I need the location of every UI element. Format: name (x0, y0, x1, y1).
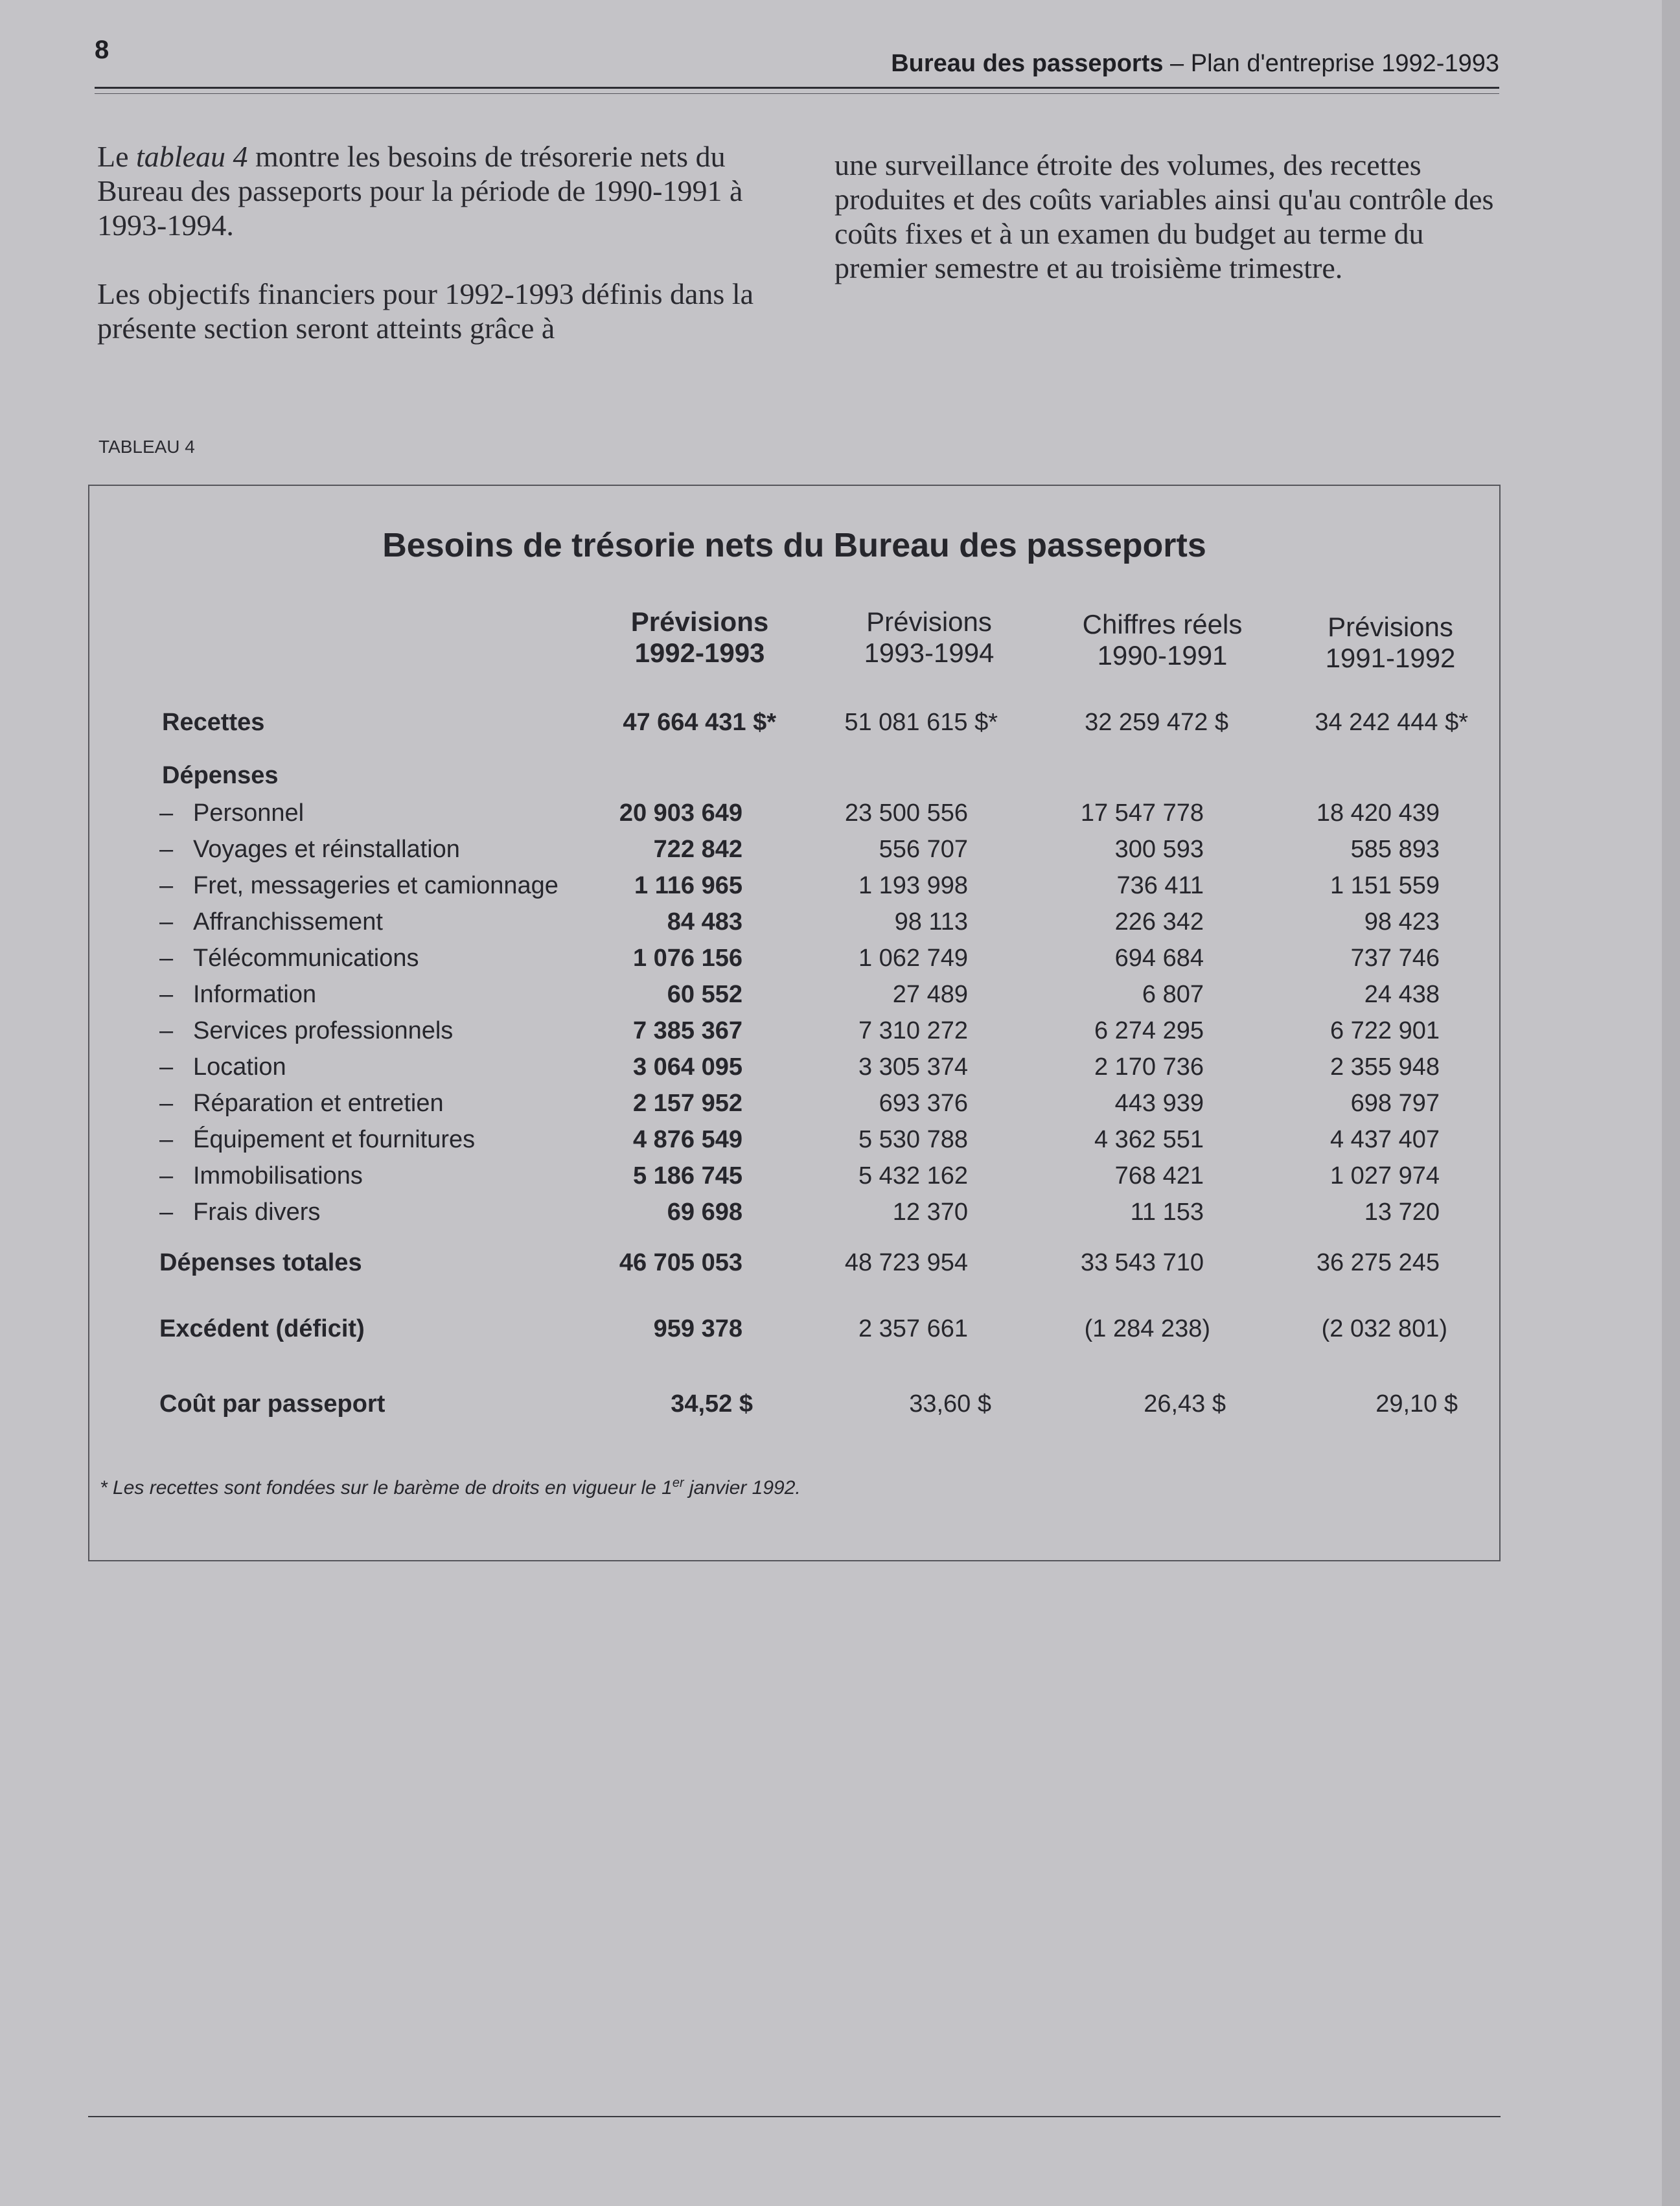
row-label: Coût par passeport (159, 1390, 385, 1418)
row-label-text: Location (193, 1053, 286, 1081)
cell: 6 807 (1142, 981, 1204, 1008)
column-header-1-line2: 1992-1993 (634, 638, 765, 668)
row-label (159, 1160, 363, 1192)
cell: 24 438 (1364, 981, 1440, 1008)
cell: 1 151 559 (1329, 872, 1440, 899)
row-dash: – (159, 836, 174, 863)
row-label (159, 1087, 444, 1120)
cell: 722 842 (653, 836, 742, 863)
table-row (89, 942, 1499, 974)
cell: 11 153 (1130, 1199, 1204, 1226)
table-row (89, 1051, 1499, 1083)
table-box (88, 485, 1501, 1561)
row-label-text: Équipement et fournitures (193, 1126, 476, 1153)
cell: 60 552 (667, 981, 742, 1008)
column-header-2-line2: 1993-1994 (864, 638, 995, 668)
cell: 768 421 (1114, 1162, 1204, 1189)
cell: 48 723 954 (844, 1249, 968, 1276)
cell: 17 547 778 (1080, 799, 1204, 827)
row-label (159, 869, 558, 902)
row-label (159, 797, 304, 829)
cell: 23 500 556 (844, 799, 968, 827)
cell: 226 342 (1114, 908, 1204, 936)
bottom-rule (88, 2116, 1501, 2117)
table-row (89, 1123, 1499, 1156)
paragraph-1-table-ref: tableau 4 (136, 140, 248, 173)
cell: 5 530 788 (858, 1126, 968, 1153)
row-label: Dépenses (162, 762, 279, 789)
table-label: TABLEAU 4 (98, 437, 195, 457)
row-label-text: Frais divers (193, 1199, 321, 1226)
table-row (89, 1015, 1499, 1047)
running-head-subtitle: – Plan d'entreprise 1992-1993 (1163, 50, 1499, 77)
cell: 27 489 (892, 981, 968, 1008)
row-label (159, 1051, 286, 1083)
cell: 29,10 $ (1375, 1390, 1458, 1418)
row-label (159, 1123, 475, 1156)
cell: 46 705 053 (619, 1249, 742, 1276)
cell: 34 242 444 $* (1315, 709, 1468, 736)
table-row (89, 1160, 1499, 1192)
column-header-3-line1: Chiffres réels (1082, 609, 1243, 639)
row-dash: – (159, 872, 174, 899)
row-label-text: Services professionnels (193, 1017, 454, 1044)
column-header-2-line1: Prévisions (866, 606, 992, 637)
column-header-3 (1039, 609, 1285, 671)
cell: 693 376 (879, 1090, 968, 1117)
cell: 84 483 (667, 908, 742, 936)
paragraph-3: une surveillance étroite des volumes, des recettes produites et des coûts variables ainsi qu'au contrôle des coûts fixes et à un examen du budget au terme du premier semestre et au troisième trimestre. (834, 148, 1494, 284)
column-header-3-line2: 1990-1991 (1097, 640, 1228, 671)
row-label: Dépenses totales (159, 1249, 362, 1276)
row-label-text: Information (193, 981, 317, 1008)
cell: 443 939 (1114, 1090, 1204, 1117)
cell: 959 378 (653, 1315, 742, 1342)
cell: 1 062 749 (858, 945, 968, 972)
cell: 98 423 (1364, 908, 1440, 936)
cell: 4 362 551 (1094, 1126, 1204, 1153)
row-label-text: Personnel (193, 799, 305, 827)
cell: 6 722 901 (1329, 1017, 1440, 1044)
cell: 98 113 (894, 908, 968, 936)
table-footnote (100, 1477, 801, 1499)
table-row (89, 869, 1499, 902)
row-label: Excédent (déficit) (159, 1315, 365, 1342)
header-rule (95, 87, 1499, 89)
row-label (159, 1196, 320, 1228)
row-dash: – (159, 908, 174, 936)
row-dash: – (159, 1162, 174, 1189)
cell: 585 893 (1350, 836, 1440, 863)
cell: 7 385 367 (632, 1017, 742, 1044)
row-dash: – (159, 1017, 174, 1044)
cell: 34,52 $ (671, 1390, 753, 1418)
row-label (159, 978, 316, 1011)
cell: 5 432 162 (858, 1162, 968, 1189)
table-row (89, 1196, 1499, 1228)
cell: 5 186 745 (632, 1162, 742, 1189)
paragraph-1-start: Le (97, 140, 137, 173)
row-label-text: Affranchissement (193, 908, 383, 936)
row-excedent (89, 1313, 1499, 1345)
cell: (1 284 238) (1084, 1315, 1210, 1342)
header-rule-thin (95, 93, 1499, 94)
cell: 7 310 272 (858, 1017, 968, 1044)
table-title: Besoins de trésorie nets du Bureau des passeports (382, 527, 1206, 564)
row-dash: – (159, 1053, 174, 1081)
row-dash: – (159, 1199, 174, 1226)
row-dash: – (159, 799, 174, 827)
cell: 1 027 974 (1329, 1162, 1440, 1189)
cell: 736 411 (1116, 872, 1204, 899)
row-total (89, 1247, 1499, 1279)
cell: 26,43 $ (1144, 1390, 1226, 1418)
cell: 3 064 095 (632, 1053, 742, 1081)
page-number: 8 (95, 36, 109, 64)
row-dash: – (159, 981, 174, 1008)
page-header (95, 36, 1499, 81)
cell: 69 698 (667, 1199, 742, 1226)
cell: 36 275 245 (1316, 1249, 1440, 1276)
body-column-right (834, 148, 1515, 319)
cell: 1 116 965 (634, 872, 742, 899)
running-head-title: Bureau des passeports (891, 50, 1164, 77)
running-head (891, 50, 1499, 78)
row-label-text: Immobilisations (193, 1162, 363, 1189)
cell: 13 720 (1364, 1199, 1440, 1226)
cell: 2 157 952 (632, 1090, 742, 1117)
table-row (89, 1087, 1499, 1120)
row-label (159, 833, 460, 866)
cell: 1 076 156 (632, 945, 742, 972)
row-dash: – (159, 945, 174, 972)
cell: 3 305 374 (858, 1053, 968, 1081)
cell: 33,60 $ (909, 1390, 991, 1418)
cell: 1 193 998 (858, 872, 968, 899)
row-dash: – (159, 1090, 174, 1117)
paragraph-1 (97, 139, 790, 242)
cell: 32 259 472 $ (1085, 709, 1228, 736)
cell: 4 437 407 (1329, 1126, 1440, 1153)
cell: 51 081 615 $* (844, 709, 998, 736)
cell: 6 274 295 (1094, 1017, 1204, 1044)
cell: 4 876 549 (632, 1126, 742, 1153)
column-header-1-line1: Prévisions (630, 606, 769, 637)
table-row (89, 797, 1499, 829)
cell: 300 593 (1114, 836, 1204, 863)
table-row (89, 833, 1499, 866)
paragraph-2: Les objectifs financiers pour 1992-1993 définis dans la présente section seront atteints grâce à (97, 277, 754, 345)
footnote-text-end: janvier 1992. (684, 1477, 801, 1499)
row-label (159, 906, 383, 938)
column-header-1 (596, 606, 803, 669)
body-column-left (97, 139, 790, 380)
row-label-text: Réparation et entretien (193, 1090, 444, 1117)
footnote-text: * Les recettes sont fondées sur le barème de droits en vigueur le 1 (100, 1477, 673, 1499)
cell: 698 797 (1350, 1090, 1440, 1117)
cell: 2 170 736 (1094, 1053, 1204, 1081)
row-depenses-heading (89, 759, 1499, 792)
row-label (159, 1015, 453, 1047)
row-dash: – (159, 1126, 174, 1153)
row-cout (89, 1388, 1499, 1420)
column-header-2 (825, 606, 1033, 669)
row-label-text: Voyages et réinstallation (193, 836, 460, 863)
cell: (2 032 801) (1321, 1315, 1447, 1342)
cell: 2 355 948 (1329, 1053, 1440, 1081)
table-row (89, 978, 1499, 1011)
column-header-4-line2: 1991-1992 (1325, 643, 1456, 673)
row-label (159, 942, 419, 974)
paragraph-1-rest: montre les besoins de trésorerie nets du Bureau des passeports pour la période de 1990-1991 à 1993-1994. (97, 140, 743, 242)
footnote-superscript: er (672, 1476, 684, 1490)
page-edge (1662, 0, 1680, 2206)
cell: 20 903 649 (619, 799, 742, 827)
cell: 47 664 431 $* (623, 709, 776, 736)
row-recettes (89, 706, 1499, 739)
cell: 737 746 (1350, 945, 1440, 972)
cell: 12 370 (892, 1199, 968, 1226)
row-label-text: Fret, messageries et camionnage (193, 872, 558, 899)
column-header-4 (1274, 612, 1507, 674)
column-header-4-line1: Prévisions (1328, 612, 1453, 642)
row-label-text: Télécommunications (193, 945, 419, 972)
row-label: Recettes (162, 709, 265, 736)
cell: 694 684 (1114, 945, 1204, 972)
cell: 2 357 661 (858, 1315, 968, 1342)
cell: 18 420 439 (1316, 799, 1440, 827)
cell: 556 707 (879, 836, 968, 863)
cell: 33 543 710 (1080, 1249, 1204, 1276)
table-row (89, 906, 1499, 938)
